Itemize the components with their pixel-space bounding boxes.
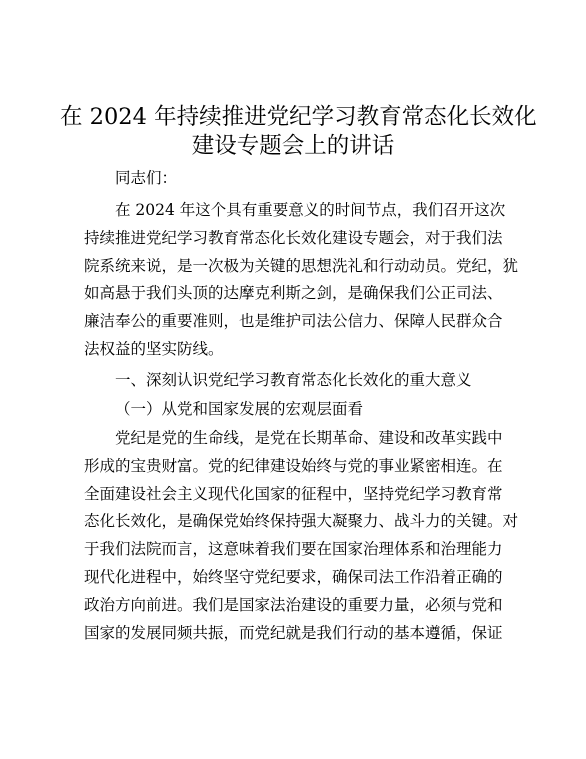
paragraph-line: 如高悬于我们头顶的达摩克利斯之剑，是确保我们公正司法、 — [84, 284, 503, 303]
document-title-line-1: 在 2024 年持续推进党纪学习教育常态化长效化 — [60, 104, 537, 130]
paragraph-line: 法权益的坚实防线。 — [84, 339, 224, 358]
paragraph-line: 廉洁奉公的重要准则，也是维护司法公信力、保障人民群众合 — [84, 312, 503, 331]
paragraph-line: 政治方向前进。我们是国家法治建设的重要力量，必须与党和 — [84, 595, 503, 614]
body-paragraph — [84, 425, 519, 647]
opening-paragraph — [84, 197, 519, 364]
paragraph-line: 于我们法院而言，这意味着我们要在国家治理体系和治理能力 — [84, 540, 503, 559]
paragraph-line: 在 2024 年这个具有重要意义的时间节点，我们召开这次 — [115, 201, 506, 219]
document-title-line-2: 建设专题会上的讲话 — [191, 133, 395, 159]
section-heading-1: 一、深刻认识党纪学习教育常态化长效化的重大意义 — [115, 371, 472, 389]
paragraph-line: 党纪是党的生命线，是党在长期革命、建设和改革实践中 — [115, 429, 503, 447]
paragraph-line: 形成的宝贵财富。党的纪律建设始终与党的事业紧密相连。在 — [84, 456, 503, 475]
paragraph-line: 院系统来说，是一次极为关键的思想洗礼和行动动员。党纪，犹 — [84, 256, 519, 275]
paragraph-line: 态化长效化，是确保党始终保持强大凝聚力、战斗力的关键。对 — [84, 512, 519, 531]
paragraph-line: 现代化进程中，始终坚守党纪要求，确保司法工作沿着正确的 — [84, 567, 503, 586]
salutation: 同志们： — [115, 169, 178, 187]
paragraph-line: 全面建设社会主义现代化国家的征程中，坚持党纪学习教育常 — [84, 484, 503, 503]
paragraph-line: 国家的发展同频共振，而党纪就是我们行动的基本遵循，保证 — [84, 623, 503, 642]
paragraph-line: 持续推进党纪学习教育常态化长效化建设专题会，对于我们法 — [84, 228, 503, 247]
subsection-heading-1: （一）从党和国家发展的宏观层面看 — [115, 400, 364, 418]
